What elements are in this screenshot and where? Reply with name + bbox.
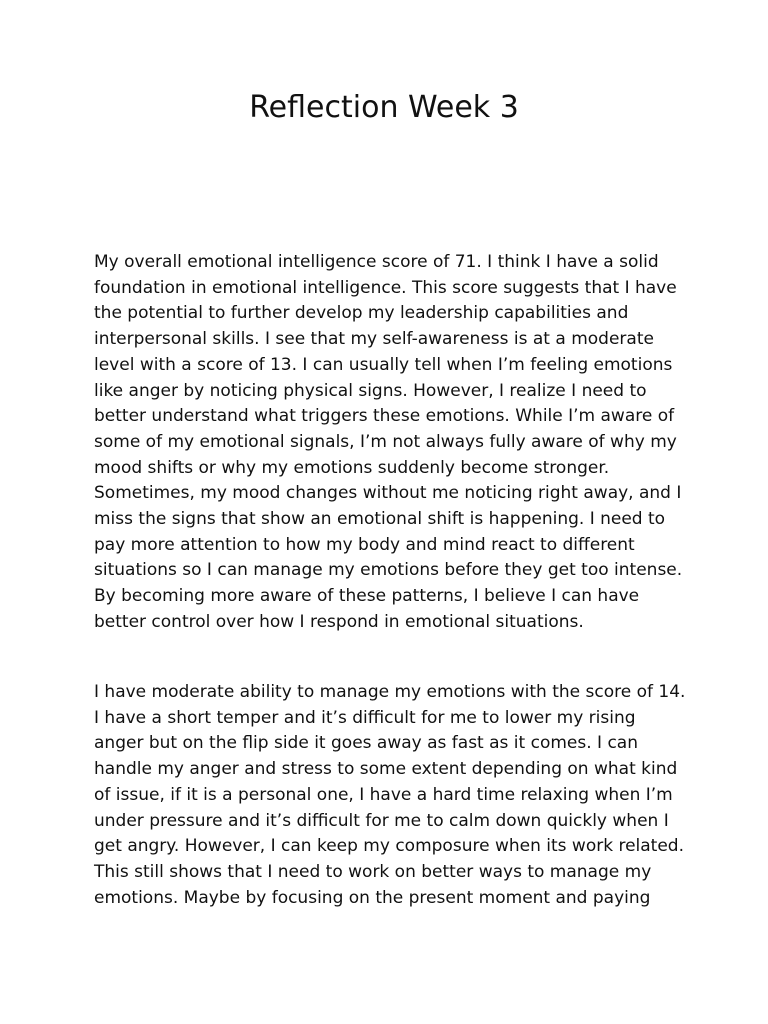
paragraph-line: like anger by noticing physical signs. However, I realize I need to — [94, 380, 647, 401]
document-title: Reflection Week 3 — [249, 90, 519, 125]
paragraph-line: the potential to further develop my leadership capabilities and — [94, 303, 629, 324]
paragraph-2 — [94, 680, 694, 911]
paragraph-line: I have a short temper and it’s difficult for me to lower my rising — [94, 707, 636, 728]
paragraph-line: mood shifts or why my emotions suddenly become stronger. — [94, 457, 610, 478]
paragraph-line: handle my anger and stress to some extent depending on what kind — [94, 759, 678, 780]
paragraph-line: interpersonal skills. I see that my self-awareness is at a moderate — [94, 329, 654, 350]
paragraph-1 — [94, 250, 694, 636]
paragraph-line: get angry. However, I can keep my composure when its work related. — [94, 836, 684, 857]
paragraph-line: pay more attention to how my body and mind react to different — [94, 534, 635, 555]
paragraph-line: I have moderate ability to manage my emotions with the score of 14. — [94, 682, 686, 702]
paragraph-line: under pressure and it’s difficult for me to calm down quickly when I — [94, 810, 669, 831]
paragraph-line: better control over how I respond in emotional situations. — [94, 611, 584, 632]
paragraph-line: situations so I can manage my emotions before they get too intense. — [94, 560, 683, 581]
paragraph-line: of issue, if it is a personal one, I have a hard time relaxing when I’m — [94, 784, 673, 805]
paragraph-line: level with a score of 13. I can usually tell when I’m feeling emotions — [94, 354, 673, 375]
paragraph-line: miss the signs that show an emotional shift is happening. I need to — [94, 509, 666, 530]
paragraph-line: emotions. Maybe by focusing on the present moment and paying — [94, 887, 651, 908]
paragraph-line: better understand what triggers these emotions. While I’m aware of — [94, 406, 675, 427]
paragraph-line: My overall emotional intelligence score of 71. I think I have a solid — [94, 252, 659, 272]
paragraph-line: foundation in emotional intelligence. This score suggests that I have — [94, 277, 677, 298]
paragraph-line: By becoming more aware of these patterns, I believe I can have — [94, 586, 640, 607]
paragraph-line: some of my emotional signals, I’m not always fully aware of why my — [94, 431, 677, 452]
paragraph-line: This still shows that I need to work on better ways to manage my — [94, 861, 652, 882]
paragraph-line: Sometimes, my mood changes without me noticing right away, and I — [94, 483, 682, 504]
paragraph-line: anger but on the flip side it goes away as fast as it comes. I can — [94, 733, 638, 754]
